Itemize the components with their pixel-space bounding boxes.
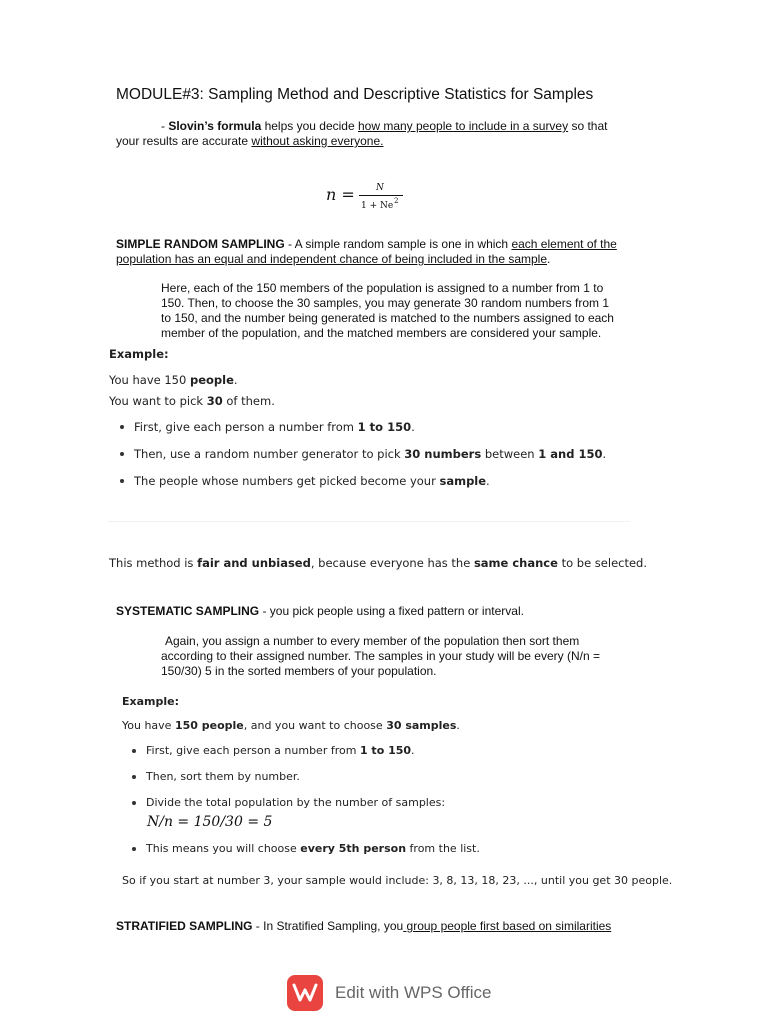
example2-math: N/n = 150/30 = 5	[147, 814, 273, 830]
slovin-line2-text: your results are accurate	[116, 134, 252, 148]
ex2-b1-b: 1 to 150	[359, 744, 412, 757]
systematic-text-1: - you pick people using a fixed pattern or interval.	[259, 604, 524, 618]
formula-fraction-bar	[359, 195, 403, 196]
bullet-dot	[132, 847, 136, 851]
slovin-line-1	[161, 119, 607, 134]
ex1-b2-b: 30 numbers	[404, 447, 482, 461]
formula-lhs: n =	[326, 185, 355, 204]
ex1-b1-b: 1 to 150	[357, 420, 412, 434]
fair-e: to be selected.	[557, 556, 648, 570]
systematic-para-3: 150/30) 5 in the sorted members of your population.	[161, 664, 437, 678]
srs-para-2: 150. Then, to choose the 30 samples, you may generate 30 random numbers from 1	[161, 296, 610, 310]
wps-label: Edit with WPS Office	[335, 983, 492, 1002]
bullet-dot	[132, 801, 136, 805]
example1-label: Example:	[109, 347, 169, 361]
fair-a: This method is	[109, 556, 198, 570]
systematic-heading: SYSTEMATIC SAMPLING	[116, 604, 260, 618]
slovin-dash: -	[161, 119, 169, 133]
ex1-b2-e: .	[602, 447, 607, 461]
ex1-l1-a: You have 150	[109, 373, 190, 387]
ex2-l1-e: .	[456, 719, 460, 732]
ex1-b1-c: .	[411, 420, 415, 434]
page-title: MODULE#3: Sampling Method and Descriptive Statistics for Samples	[116, 86, 594, 103]
ex2-l1-d: 30 samples	[386, 719, 457, 732]
slovin-underline-2: without asking everyone.	[251, 134, 384, 148]
systematic-line-1	[116, 604, 524, 619]
fair-b: fair and unbiased	[197, 556, 311, 570]
srs-para-3: to 150, and the number being generated is matched to the numbers assigned to each	[161, 311, 614, 325]
ex2-b4-a: This means you will choose	[146, 842, 301, 855]
srs-heading: SIMPLE RANDOM SAMPLING	[116, 237, 285, 251]
stratified-heading: STRATIFIED SAMPLING	[116, 919, 253, 933]
formula-denominator	[361, 201, 393, 211]
ex1-b3-c: .	[486, 474, 490, 488]
slovin-underline-1: how many people to include in a survey	[357, 119, 569, 133]
bullet-dot	[120, 425, 124, 429]
ex1-l1-c: .	[233, 373, 238, 387]
example2-bullet-4	[146, 842, 480, 855]
example1-line-1	[109, 373, 238, 387]
example1-bullet-2	[134, 447, 606, 461]
wps-logo-icon	[287, 975, 323, 1011]
stratified-underline-1: group people first based on similarities	[403, 919, 612, 933]
ex1-b2-c: between	[481, 447, 539, 461]
formula-numerator: N	[376, 183, 384, 193]
example1-bullet-1	[134, 420, 415, 434]
ex1-b3-b: sample	[439, 474, 487, 488]
stratified-line-1	[116, 919, 611, 934]
bullet-dot	[120, 452, 124, 456]
example2-last-line: So if you start at number 3, your sample would include: 3, 8, 13, 18, 23, ..., until you get 30 people.	[122, 874, 673, 887]
srs-end: .	[547, 252, 551, 266]
ex2-b4-c: from the list.	[406, 842, 480, 855]
example1-line-2	[109, 394, 275, 408]
fair-d: same chance	[473, 556, 558, 570]
srs-para-1: Here, each of the 150 members of the population is assigned to a number from 1 to	[161, 281, 604, 295]
ex1-b3-a: The people whose numbers get picked become your	[134, 474, 440, 488]
ex2-b4-b: every 5th person	[300, 842, 407, 855]
systematic-para-1: Again, you assign a number to every member of the population then sort them	[165, 634, 580, 648]
slovin-term: Slovin’s formula	[168, 119, 262, 133]
bullet-dot	[120, 479, 124, 483]
slovin-text-2: so that	[568, 119, 608, 133]
systematic-para-2: according to their assigned number. The samples in your study will be every (N/n =	[161, 649, 600, 663]
bullet-dot	[132, 749, 136, 753]
srs-underline-1: each element of the	[511, 237, 617, 251]
divider-line	[108, 521, 630, 522]
slovin-text-1: helps you decide	[261, 119, 358, 133]
srs-text-1: - A simple random sample is one in which	[284, 237, 512, 251]
fair-c: , because everyone has the	[310, 556, 474, 570]
edit-with-wps-button[interactable]	[287, 975, 492, 1011]
example2-bullet-2: Then, sort them by number.	[146, 770, 300, 783]
ex2-b1-c: .	[411, 744, 415, 757]
ex2-b1-a: First, give each person a number from	[146, 744, 360, 757]
example1-bullet-3	[134, 474, 490, 488]
formula-exponent: 2	[394, 197, 399, 205]
ex1-l1-b: people	[189, 373, 234, 387]
fair-line	[109, 556, 647, 570]
example2-bullet-3: Divide the total population by the number of samples:	[146, 796, 446, 809]
stratified-text-1: - In Stratified Sampling, you	[252, 919, 404, 933]
ex2-l1-a: You have	[122, 719, 175, 732]
formula-denominator-text: 1 + Ne	[361, 201, 394, 211]
srs-para-4: member of the population, and the matched members are considered your sample.	[161, 326, 602, 340]
bullet-dot	[132, 775, 136, 779]
ex1-b2-a: Then, use a random number generator to pick	[134, 447, 405, 461]
ex2-l1-b: 150 people	[174, 719, 244, 732]
srs-underline-2: population has an equal and independent chance of being included in the sample	[116, 252, 548, 266]
example2-label: Example:	[122, 695, 179, 708]
srs-line-2	[116, 252, 550, 267]
ex1-l2-c: of them.	[222, 394, 275, 408]
example2-bullet-1	[146, 744, 415, 757]
ex1-l2-a: You want to pick	[109, 394, 207, 408]
example2-line-1	[122, 719, 460, 732]
ex1-b1-a: First, give each person a number from	[134, 420, 358, 434]
srs-line-1	[116, 237, 617, 252]
ex2-l1-c: , and you want to choose	[243, 719, 387, 732]
slovin-line-2	[116, 134, 383, 149]
ex1-b2-d: 1 and 150	[538, 447, 603, 461]
ex1-l2-b: 30	[206, 394, 223, 408]
